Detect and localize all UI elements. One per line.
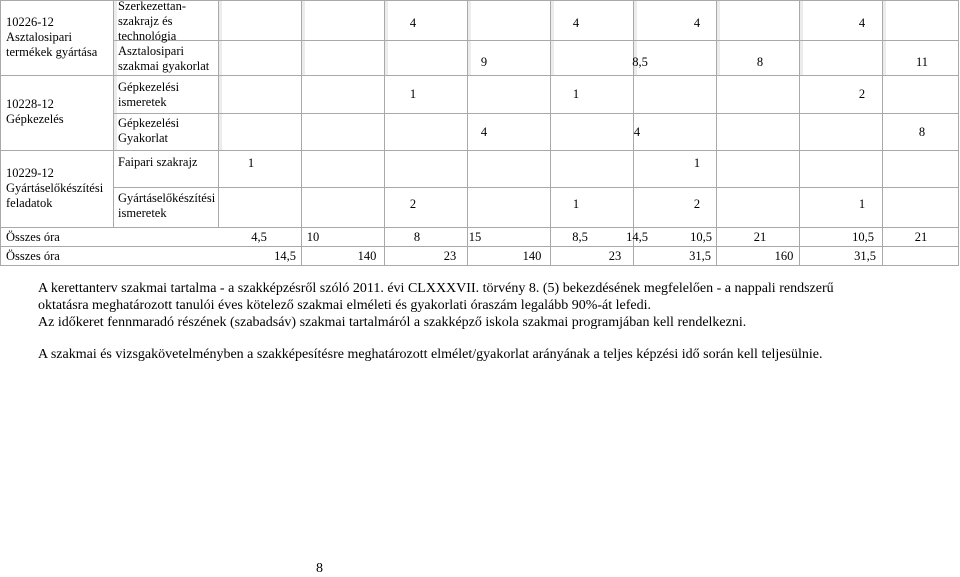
hours-value: 4 <box>409 16 417 30</box>
hours-value: 1 <box>858 197 866 211</box>
hours-value: 4 <box>480 125 488 139</box>
total-value: 8 <box>413 230 421 244</box>
total-label: Összes óra <box>6 230 60 244</box>
hours-value: 8 <box>756 55 764 69</box>
total-value: 21 <box>753 230 767 244</box>
paragraph-line: Az időkeret fennmaradó részének (szabadsáv) szakmai tartalmáról a szakképző iskola szakmai programjában kell rendelkezni. <box>38 315 747 330</box>
subject-name: Faipari szakrajz <box>118 155 198 169</box>
total-value: 140 <box>522 249 542 263</box>
module-title: 10226-12 Asztalosipari termékek gyártása <box>6 15 98 59</box>
hours-value: 8 <box>918 125 926 139</box>
total-value: 10 <box>306 230 320 244</box>
total-value: 21 <box>914 230 928 244</box>
total-value: 15 <box>468 230 482 244</box>
total-value: 14,5 <box>274 249 296 263</box>
total-value: 31,5 <box>854 249 876 263</box>
total-value: 14,5 <box>626 230 648 244</box>
total-value: 23 <box>608 249 622 263</box>
total-label: Összes óra <box>6 249 60 263</box>
hours-value: 8,5 <box>632 55 648 69</box>
paragraph-line: A kerettanterv szakmai tartalma - a szakképzésről szóló 2011. évi CLXXXVII. törvény 8. (5) bekezdésének megfelelően - a nappali rendszerű <box>38 281 834 296</box>
body-paragraph <box>38 346 822 363</box>
hours-value: 4 <box>572 16 580 30</box>
paragraph-line: A szakmai és vizsgakövetelményben a szakképesítésre meghatározott elmélet/gyakorlat arányának a teljes képzési idő során kell teljesülnie. <box>38 347 823 362</box>
hours-value: 1 <box>693 156 701 170</box>
total-value: 4,5 <box>251 230 267 244</box>
total-value: 31,5 <box>689 249 711 263</box>
hours-value: 11 <box>915 55 929 69</box>
total-value: 10,5 <box>852 230 874 244</box>
subject-name: Gyártáselőkészítési ismeretek <box>118 191 216 220</box>
page-number: 8 <box>316 561 323 576</box>
hours-value: 1 <box>572 87 580 101</box>
subject-name: Gépkezelési ismeretek <box>118 80 180 109</box>
module-title: 10228-12 Gépkezelés <box>6 97 64 126</box>
total-value: 8,5 <box>572 230 588 244</box>
total-value: 160 <box>774 249 794 263</box>
hours-value: 1 <box>247 156 255 170</box>
paragraph-line: oktatásra meghatározott tanulói éves kötelező szakmai elméleti és gyakorlati óraszám legalább 90%-át lefedi. <box>38 298 652 313</box>
hours-value: 2 <box>858 87 866 101</box>
subject-name: Szerkezettan- szakrajz és technológia <box>118 0 187 43</box>
total-value: 140 <box>357 249 377 263</box>
subject-name: Asztalosipari szakmai gyakorlat <box>118 44 210 73</box>
hours-value: 9 <box>480 55 488 69</box>
total-value: 10,5 <box>690 230 712 244</box>
hours-value: 2 <box>693 197 701 211</box>
body-paragraph <box>38 280 834 331</box>
hours-value: 1 <box>409 87 417 101</box>
hours-value: 1 <box>572 197 580 211</box>
subject-name: Gépkezelési Gyakorlat <box>118 116 180 145</box>
total-value: 23 <box>443 249 457 263</box>
hours-value: 4 <box>633 125 641 139</box>
hours-value: 4 <box>693 16 701 30</box>
hours-value: 2 <box>409 197 417 211</box>
module-title: 10229-12 Gyártáselőkészítési feladatok <box>6 166 104 210</box>
hours-value: 4 <box>858 16 866 30</box>
